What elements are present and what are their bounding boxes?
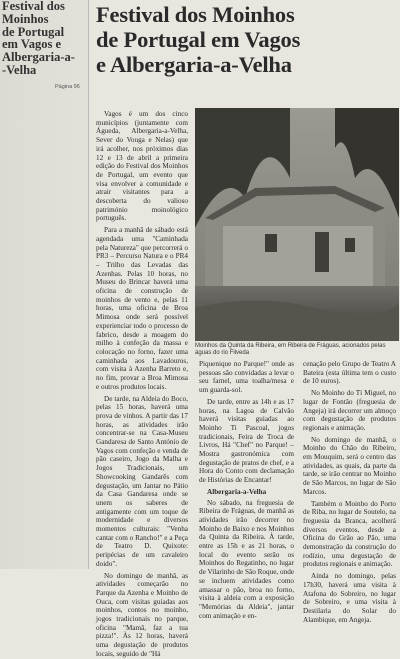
paragraph: No domingo de manhã, as atividades começarão no Parque da Azenha e Moinho de Ouca, com visitas guiadas aos moinhos, contos no moinho, jogos tradicionais no parque, oficina "Mamã, faz a tua pizza!". Às 12 horas, haverá uma degustação de produtos locais, seguido de "Há	[96, 571, 188, 658]
paragraph: De tarde, na Aldeia do Boco, pelas 15 horas, haverá uma prova de vinhos. A partir das 17 horas, as atividades irão concentrar-se na Casa-Museu Gandaresa de Santo António de Vagos com confeção e venda de pão caseiro, Jogo da Malha e Jogos Tradicionais, um Showcooking Gandarês com degustação, um Jantar no Pátio da Casa Gandaresa onde se unem os saberes de antigamente com um toque de modernidade e diversos momentos culturais: "Venha cantar com o Rancho!" e a Peça de Teatro D. Quixote: peripécias de um cavaleiro doido".	[96, 394, 188, 568]
article-column-3	[303, 360, 396, 627]
paragraph: Para a manhã de sábado está agendada uma "Caminhada pela Natureza" que percorrerá o PR3 – Percurso Natura e o PR4 – Trilho das Levadas das Azenhas. Pelas 10 horas, no Museu do Brincar haverá uma oficina de construção de moinhos de vento e, pelas 11 horas, uma oficina de Broa Mimosa onde será possível experienciar todo o processo de fabrico, desde a moagem do milho à confeção da massa e colocação no forno, fazer uma caminhada aos Lavadouros, com visita à Azenha Barreto e, no fim, provar a Broa Mimosa e outros produtos locais.	[96, 226, 188, 391]
photo-caption: Moinhos da Quinta da Ribeira, em Ribeira de Fráguas, acionados pelas águas do rio Filveda	[195, 343, 386, 356]
column-divider	[88, 0, 89, 569]
paragraph: Ainda no domingo, pelas 17h30, haverá uma visita à Atafona do Sobreiro, no lugar de Sobreiro, e uma visita à Destilaria do Solar do Alambique, em Angeja.	[303, 572, 396, 624]
article-column-1	[96, 110, 188, 658]
paragraph: Vagos é um dos cinco municípios (juntamente com Águeda, Albergaria-a-Velha, Sever do Vouga e Nelas) que irá acolher, nos próximos dias 12 e 13 de abril a primeira edição do Festival dos Moinhos de Portugal, um evento que visa envolver a comunidade e atrair visitantes para a descoberta do valioso património moinológico português.	[96, 110, 188, 223]
mill-photo	[195, 108, 399, 341]
paragraph: Piquenique no Parque!" onde as pessoas são convidadas a levar o seu farnel, uma toalha/mesa e um guarda-sol.	[199, 360, 294, 395]
sidebar-title: Festival dos Moinhos de Portugal em Vagos e Albergaria-a- -Velha	[2, 0, 75, 77]
section-subhead: Albergaria-a-Velha	[207, 487, 267, 496]
page-label: Página 96	[55, 84, 80, 90]
paragraph: Também o Moinho do Porto de Riba, no lugar de Soutelo, na freguesia da Branca, acolherá diversos eventos, desde a Oficina do Grão ao Pão, uma demonstração da construção do rodízio, uma degustação de produtos regionais e animação.	[303, 499, 396, 569]
paragraph: No domingo de manhã, o Moinho do Chão do Ribeiro, em Mouquim, será o centro das atividades, as quais, da parte da tarde, se irão centrar no Moinho de São Marcos, no lugar de São Marcos.	[303, 435, 396, 496]
paragraph: De tarde, entre as 14h e as 17 horas, na Lagoa de Calvão haverá visitas guiadas ao Moinho Ti Pascoal, jogos tradicionais, Feira de Troca de Livros, Há "Chef" no Parque! – Mostra gastronómica com degustação de pratos de chef, e a Hora do Conto com declamação de Histórias de Encantar!	[199, 397, 294, 485]
paragraph: No Moinho do Tí Miguel, no lugar de Fontão (freguesia de Angeja) irá decorrer um almoço com degustação de produtos regionais e animação.	[303, 389, 396, 432]
article-column-2	[199, 360, 294, 623]
article-headline: Festival dos Moinhos de Portugal em Vagos e Albergaria-a-Velha	[96, 2, 301, 77]
paragraph: No sábado, na freguesia de Ribeira de Fráguas, de manhã as atividades irão decorrer no Moinho de Baixo e nos Moinhos da Quinta da Ribeira. À tarde, entre as 15h e as 21 horas, o local do evento serão os Moinhos do Regatinho, no lugar de Vilarinho de São Roque, onde se incluem atividades como amassar o pão, broa no forno, visita à aldeia com a exposição "Memórias da Aldeia", jantar com animação e en-	[199, 498, 294, 620]
paragraph: cenação pelo Grupo de Teatro A Bateira (esta última tem o custo de 10 euros).	[303, 360, 396, 386]
